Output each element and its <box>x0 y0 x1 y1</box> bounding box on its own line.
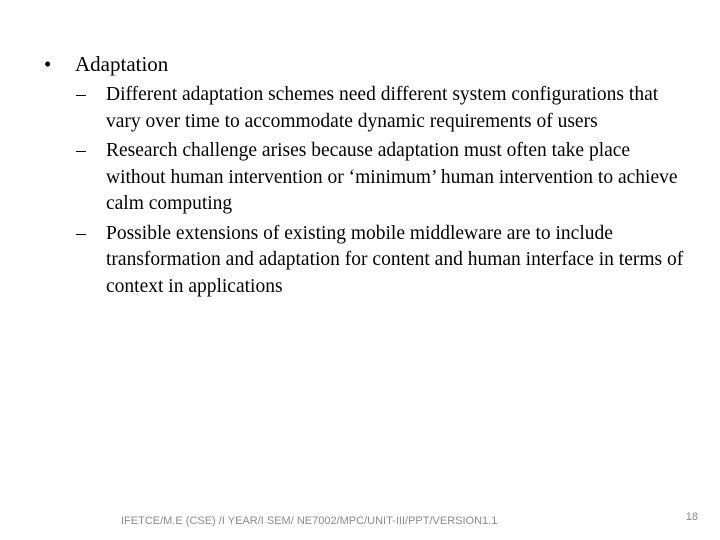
subitem <box>44 221 684 301</box>
subitem <box>44 138 684 218</box>
bullet-item <box>44 50 684 78</box>
page-number: 18 <box>685 511 698 523</box>
subitem-text: Different adaptation schemes need different system configurations that vary over time to accommodate dynamic requirements of users <box>106 84 659 132</box>
dash-icon: – <box>76 84 86 105</box>
dash-icon: – <box>76 140 86 161</box>
slide-content <box>44 50 684 303</box>
subitem-text: Research challenge arises because adaptation must often take place without human intervention or ‘minimum’ human intervention to achieve calm computing <box>106 140 678 214</box>
subitem-list <box>44 82 684 300</box>
bullet-title: Adaptation <box>75 52 169 76</box>
bullet-icon: • <box>44 52 52 76</box>
subitem <box>44 82 684 135</box>
subitem-text: Possible extensions of existing mobile middleware are to include transformation and adaptation for content and human interface in terms of context in applications <box>106 222 684 297</box>
dash-icon: – <box>76 222 86 244</box>
slide-footer: IFETCE/M.E (CSE) /I YEAR/I SEM/ NE7002/MPC/UNIT-III/PPT/VERSION1.1 <box>121 515 498 527</box>
